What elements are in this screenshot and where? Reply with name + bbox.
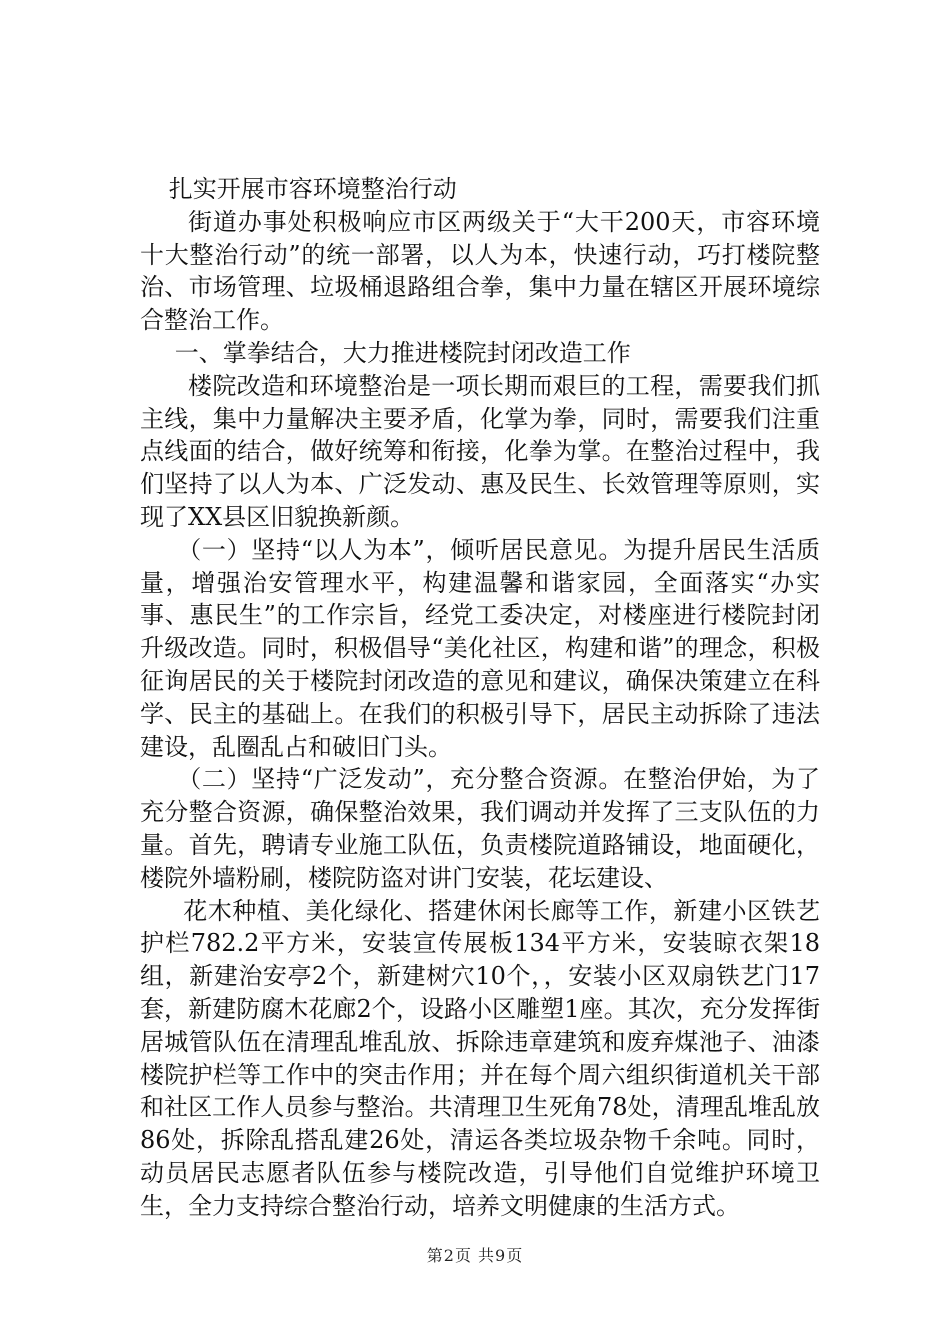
document-body <box>140 173 820 1223</box>
section-paragraph: 楼院改造和环境整治是一项长期而艰巨的工程，需要我们抓主线，集中力量解决主要矛盾，化掌为拳，同时，需要我们注重点线面的结合，做好统筹和衔接，化拳为掌。在整治过程中，我们坚持了以人为本、广泛发动、惠及民生、长效管理等原则，实现了XX县区旧貌换新颜。 <box>140 371 820 531</box>
subsection-1-paragraph: （一）坚持“以人为本”，倾听居民意见。为提升居民生活质量，增强治安管理水平，构建温馨和谐家园，全面落实“办实事、惠民生”的工作宗旨，经党工委决定，对楼座进行楼院封闭升级改造。同时，积极倡导“美化社区，构建和谐”的理念，积极征询居民的关于楼院封闭改造的意见和建议，确保决策建立在科学、民主的基础上。在我们的积极引导下，居民主动拆除了违法建设，乱圈乱占和破旧门头。 <box>140 535 820 761</box>
subsection-2-paragraph: （二）坚持“广泛发动”，充分整合资源。在整治伊始，为了充分整合资源，确保整治效果，我们调动并发挥了三支队伍的力量。首先，聘请专业施工队伍，负责楼院道路铺设，地面硬化，楼院外墙粉刷，楼院防盗对讲门安装，花坛建设、 <box>140 765 820 892</box>
page-indicator: 第2页 共9页 <box>426 1246 524 1265</box>
section-heading: 一、掌拳结合，大力推进楼院封闭改造工作 <box>174 338 631 367</box>
subsection-2-continued-paragraph: 花木种植、美化绿化、搭建休闲长廊等工作，新建小区铁艺护栏782.2平方米，安装宣传展板134平方米，安装晾衣架18组，新建治安亭2个，新建树穴10个，，安装小区双扇铁艺门17套，新建防腐木花廊2个，设路小区雕塑1座。其次，充分发挥街居城管队伍在清理乱堆乱放、拆除违章建筑和废弃煤池子、油漆楼院护栏等工作中的突击作用；并在每个周六组织街道机关干部和社区工作人员参与整治。共清理卫生死角78处，清理乱堆乱放86处，拆除乱搭乱建26处，清运各类垃圾杂物千余吨。同时，动员居民志愿者队伍参与楼院改造，引导他们自觉维护环境卫生，全力支持综合整治行动，培养文明健康的生活方式。 <box>140 896 820 1220</box>
intro-paragraph: 街道办事处积极响应市区两级关于“大干200天，市容环境十大整治行动”的统一部署，以人为本，快速行动，巧打楼院整治、市场管理、垃圾桶退路组合拳，集中力量在辖区开展环境综合整治工作。 <box>140 207 820 335</box>
document-title: 扎实开展市容环境整治行动 <box>168 175 457 203</box>
